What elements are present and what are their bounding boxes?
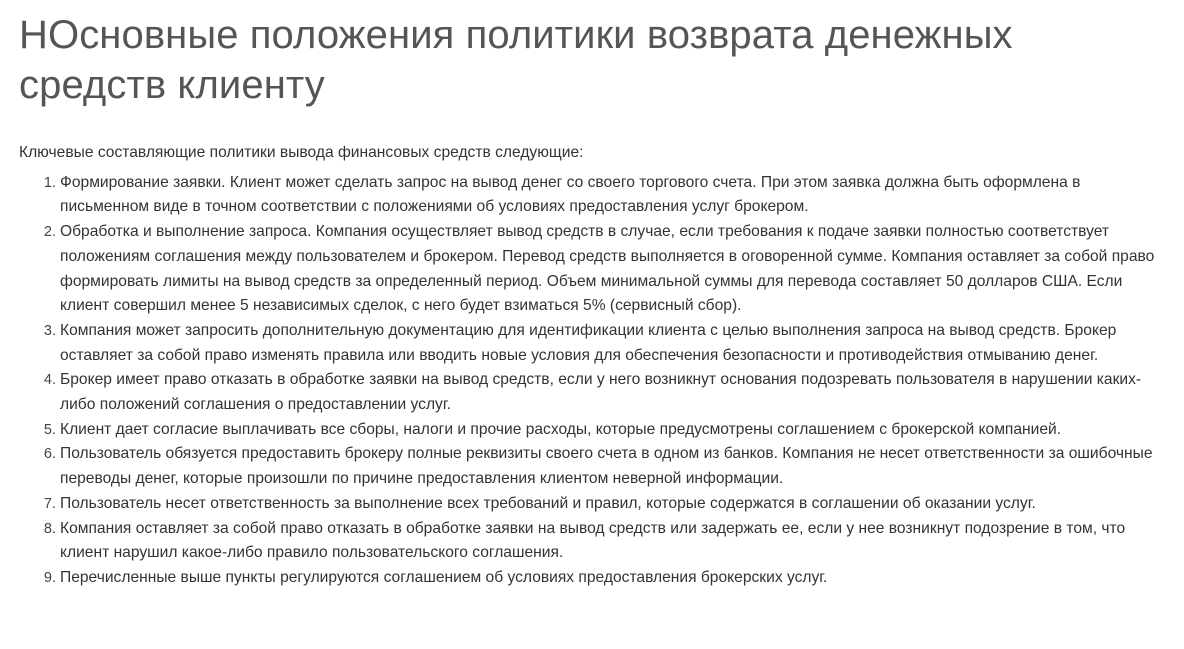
list-item: 2. Обработка и выполнение запроса. Компания осуществляет вывод средств в случае, если требования к подаче заявки полностью соответствует положениям соглашения между пользователем и брокером. Перевод средств выполняется в оговоренной сумме. Компания оставляет за собой право формировать лимиты на вывод средств за определенный период. Объем минимальной суммы для перевода составляет 50 долларов США. Если клиент совершил менее 5 независимых сделок, с него будет взиматься 5% (сервисный сбор). <box>60 220 1165 319</box>
list-item: 9. Перечисленные выше пункты регулируются соглашением об условиях предоставления брокерских услуг. <box>60 566 1165 591</box>
list-item: 7. Пользователь несет ответственность за выполнение всех требований и правил, которые содержатся в соглашении об оказании услуг. <box>60 492 1165 517</box>
list-item: 6. Пользователь обязуется предоставить брокеру полные реквизиты своего счета в одном из банков. Компания не несет ответственности за ошибочные переводы денег, которые произошли по причине предоставления клиентом неверной информации. <box>60 442 1165 491</box>
list-item: 8. Компания оставляет за собой право отказать в обработке заявки на вывод средств или задержать ее, если у нее возникнут подозрение в том, что клиент нарушил какое-либо правило пользовательского соглашения. <box>60 517 1165 566</box>
list-item: 3. Компания может запросить дополнительную документацию для идентификации клиента с целью выполнения запроса на вывод средств. Брокер оставляет за собой право изменять правила или вводить новые условия для обеспечения безопасности и противодействия отмыванию денег. <box>60 319 1165 368</box>
page-title: НОсновные положения политики возврата денежных средств клиенту <box>19 13 1013 107</box>
list-item: 5. Клиент дает согласие выплачивать все сборы, налоги и прочие расходы, которые предусмотрены соглашением с брокерской компанией. <box>60 418 1165 443</box>
list-item: 4. Брокер имеет право отказать в обработке заявки на вывод средств, если у него возникнут основания подозревать пользователя в нарушении каких-либо положений соглашения о предоставлении услуг. <box>60 368 1165 417</box>
policy-list <box>19 171 1165 591</box>
intro-paragraph: Ключевые составляющие политики вывода финансовых средств следующие: <box>19 144 584 161</box>
list-item: 1. Формирование заявки. Клиент может сделать запрос на вывод денег со своего торгового счета. При этом заявка должна быть оформлена в письменном виде в точном соответствии с положениями об условиях предоставления услуг брокером. <box>60 171 1165 220</box>
